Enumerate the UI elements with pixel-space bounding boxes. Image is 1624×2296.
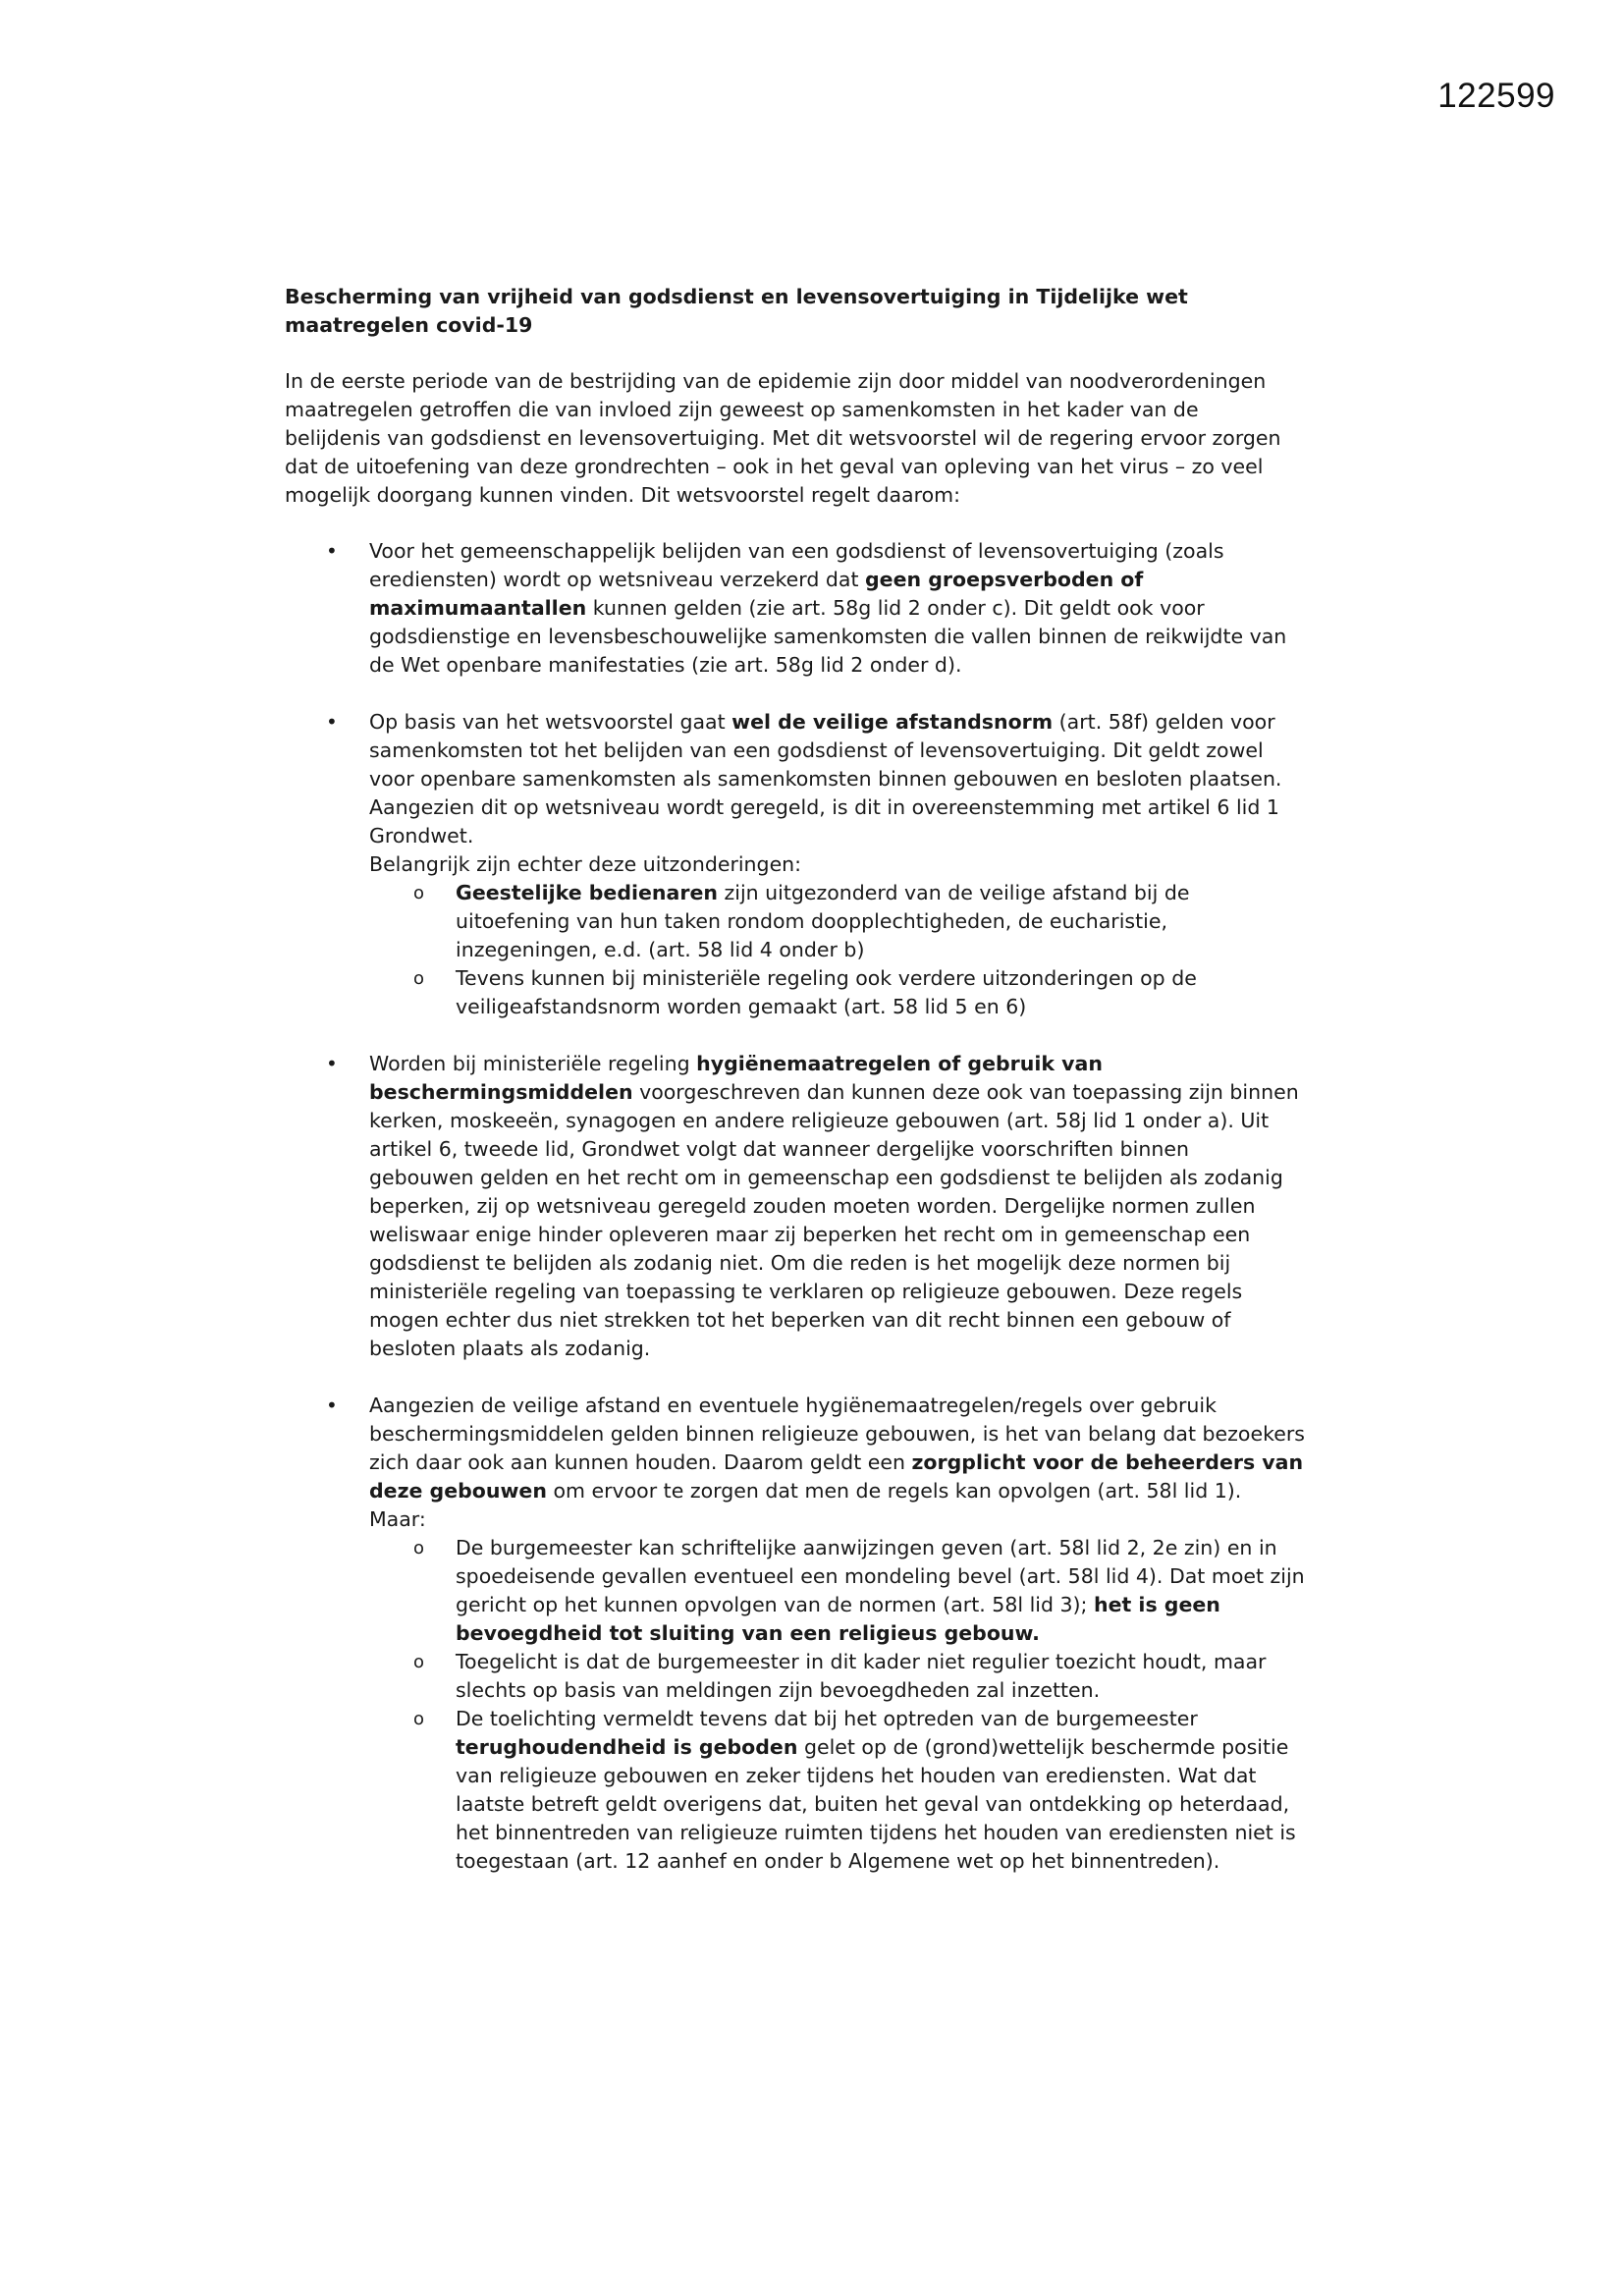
text-run: gericht op het kunnen opvolgen van de normen (art. 58l lid 3); [456,1593,1094,1616]
bullet-marker: • [326,1394,338,1417]
text-line: De toelichting vermeldt tevens dat bij het optreden van de burgemeester [456,1707,1198,1730]
text-line: voor openbare samenkomsten als samenkomsten binnen gebouwen en besloten plaatsen. [369,767,1282,791]
bold-text: maximumaantallen [369,596,587,620]
text-run: Worden bij ministeriële regeling [369,1052,697,1075]
text-line [456,879,1355,907]
intro-line: In de eerste periode van de bestrijding van de epidemie zijn door middel van noodverordeningen [285,369,1267,393]
bullet-marker: • [326,539,338,563]
text-line [369,708,1355,737]
intro-line: maatregelen getroffen die van invloed zijn geweest op samenkomsten in het kader van de [285,398,1199,421]
text-run: om ervoor te zorgen dat men de regels kan opvolgen (art. 58l lid 1). [546,1479,1242,1503]
bold-text: terughoudendheid is geboden [456,1735,798,1759]
text-run: kunnen gelden (zie art. 58g lid 2 onder c). Dit geldt ook voor [586,596,1205,620]
text-line: kerken, moskeeën, synagogen en andere religieuze gebouwen (art. 58j lid 1 onder a). Uit [369,1109,1270,1132]
document-number: 122599 [1437,77,1555,115]
sub-bullet-marker: o [413,883,425,903]
intro-line: belijdenis van godsdienst en levensovertuiging. Met dit wetsvoorstel wil de regering ervoor zorgen [285,426,1281,450]
bold-text: geen groepsverboden of [865,568,1144,591]
document-title [285,283,1355,340]
text-line: spoedeisende gevallen eventueel een mondeling bevel (art. 58l lid 4). Dat moet zijn [456,1564,1305,1588]
text-line: veiligeafstandsnorm worden gemaakt (art. 58 lid 5 en 6) [456,995,1027,1018]
document-body [285,283,1355,1904]
text-line: Belangrijk zijn echter deze uitzonderingen: [369,852,802,876]
text-line: artikel 6, tweede lid, Grondwet volgt dat wanneer dergelijke voorschriften binnen [369,1137,1189,1161]
bold-text: Geestelijke bedienaren [456,881,718,904]
intro-line: dat de uitoefening van deze grondrechten – ook in het geval van opleving van het virus – zo veel [285,455,1264,478]
text-line: samenkomsten tot het belijden van een godsdienst of levensovertuiging. Dit geldt zowel [369,738,1264,762]
text-line [369,1050,1355,1078]
sub-bullet-item [369,964,1355,1021]
text-run: (art. 58f) gelden voor [1053,710,1275,734]
bullet-item-hygiene-measures [285,1050,1355,1363]
sub-bullet-item [369,1534,1355,1648]
text-run: voorgeschreven dan kunnen deze ook van toepassing zijn binnen [632,1080,1299,1104]
text-line [369,566,1355,594]
text-line: van religieuze gebouwen en zeker tijdens het houden van erediensten. Wat dat [456,1764,1257,1787]
text-line [369,1449,1355,1477]
sub-bullet-item [369,1705,1355,1876]
text-line: beschermingsmiddelen gelden binnen religieuze gebouwen, is het van belang dat bezoekers [369,1422,1305,1446]
text-line: Tevens kunnen bij ministeriële regeling ook verdere uitzonderingen op de [456,966,1197,990]
text-line: mogen echter dus niet strekken tot het beperken van dit recht binnen een gebouw of [369,1308,1231,1332]
text-run: Op basis van het wetsvoorstel gaat [369,710,732,734]
sub-bullet-list [369,1534,1355,1876]
bold-text: beschermingsmiddelen [369,1080,633,1104]
text-line: slechts op basis van meldingen zijn bevoegdheden zal inzetten. [456,1678,1101,1702]
text-line: godsdienst te belijden als zodanig niet. Om die reden is het mogelijk deze normen bij [369,1251,1231,1275]
text-run: gelet op de (grond)wettelijk beschermde positie [797,1735,1289,1759]
text-run: erediensten) wordt op wetsniveau verzekerd dat [369,568,865,591]
bullet-item-duty-of-care [285,1392,1355,1876]
text-line [456,1591,1355,1619]
text-line [369,1078,1355,1107]
text-line: gebouwen gelden en het recht om in gemeenschap een godsdienst te belijden als zodanig [369,1166,1283,1189]
bold-text: deze gebouwen [369,1479,547,1503]
sub-bullet-marker: o [413,1538,425,1558]
text-line [369,1477,1355,1505]
bullet-marker: • [326,710,338,734]
bold-text: het is geen [1093,1593,1220,1616]
text-line: Maar: [369,1507,426,1531]
sub-bullet-marker: o [413,1652,425,1672]
text-line: toegestaan (art. 12 aanhef en onder b Algemene wet op het binnentreden). [456,1849,1220,1873]
bold-text: hygiënemaatregelen of gebruik van [696,1052,1103,1075]
title-line: maatregelen covid-19 [285,313,533,337]
text-line [369,594,1355,623]
bold-text: zorgplicht voor de beheerders van [911,1450,1304,1474]
sub-bullet-marker: o [413,968,425,989]
text-line: inzegeningen, e.d. (art. 58 lid 4 onder b) [456,938,865,961]
text-line: Grondwet. [369,824,474,847]
text-line [456,1733,1355,1762]
text-line: Voor het gemeenschappelijk belijden van een godsdienst of levensovertuiging (zoals [369,539,1224,563]
text-line [456,1619,1355,1648]
sub-bullet-item [369,1648,1355,1705]
text-line: laatste betreft geldt overigens dat, buiten het geval van ontdekking op heterdaad, [456,1792,1290,1816]
intro-paragraph [285,367,1355,510]
text-line: weliswaar enige hinder opleveren maar zij beperken het recht om in gemeenschap een [369,1223,1251,1246]
text-line: godsdienstige en levensbeschouwelijke samenkomsten die vallen binnen de reikwijdte van [369,625,1287,648]
text-line: het binnentreden van religieuze ruimten tijdens het houden van erediensten niet is [456,1821,1296,1844]
text-line: besloten plaats als zodanig. [369,1337,651,1360]
sub-bullet-marker: o [413,1709,425,1729]
text-run: zich daar ook aan kunnen houden. Daarom geldt een [369,1450,912,1474]
bullet-list [285,537,1355,1876]
text-line: Toegelicht is dat de burgemeester in dit kader niet regulier toezicht houdt, maar [456,1650,1267,1673]
text-line: ministeriële regeling van toepassing te verklaren op religieuze gebouwen. Deze regels [369,1280,1243,1303]
sub-bullet-item [369,879,1355,964]
bullet-marker: • [326,1052,338,1075]
bullet-item-group-bans [285,537,1355,680]
text-line: beperken, zij op wetsniveau geregeld zouden moeten worden. Dergelijke normen zullen [369,1194,1256,1218]
title-line: Bescherming van vrijheid van godsdienst en levensovertuiging in Tijdelijke wet [285,285,1188,308]
bold-text: wel de veilige afstandsnorm [731,710,1054,734]
text-line: De burgemeester kan schriftelijke aanwijzingen geven (art. 58l lid 2, 2e zin) en in [456,1536,1277,1559]
text-line: Aangezien dit op wetsniveau wordt geregeld, is dit in overeenstemming met artikel 6 lid 1 [369,795,1279,819]
text-line: Aangezien de veilige afstand en eventuele hygiënemaatregelen/regels over gebruik [369,1394,1217,1417]
sub-bullet-list [369,879,1355,1021]
intro-line: mogelijk doorgang kunnen vinden. Dit wetsvoorstel regelt daarom: [285,483,961,507]
text-line: de Wet openbare manifestaties (zie art. 58g lid 2 onder d). [369,653,962,677]
text-line: uitoefening van hun taken rondom doopplechtigheden, de eucharistie, [456,909,1167,933]
text-run: zijn uitgezonderd van de veilige afstand bij de [717,881,1190,904]
bullet-item-safe-distance [285,708,1355,1021]
bold-text: bevoegdheid tot sluiting van een religieus gebouw. [456,1621,1040,1645]
